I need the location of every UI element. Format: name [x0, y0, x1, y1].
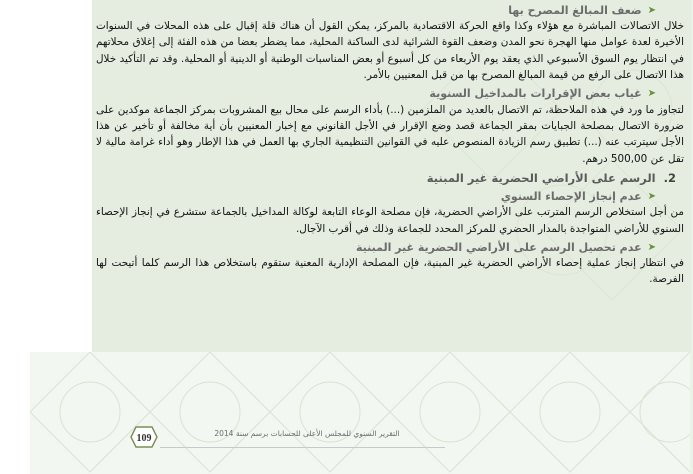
paragraph-tax-collection: في انتظار إنجاز عملية إحصاء الأراضي الحضرية غير المبنية، فإن المصلحة الإدارية المعنية ستقوم باستخلاص هذا الرسم كلما أتيحت لها الفرصة.	[96, 257, 684, 286]
footer-divider	[160, 447, 445, 448]
arrow-bullet-icon: ➤	[647, 241, 656, 253]
footer-report-title: التقرير السنوي للمجلس الأعلى للحسابات برسم سنة 2014	[214, 429, 400, 438]
paragraph-annual-census: من أجل استخلاص الرسم المترتب على الأراضي الحضرية، فإن مصلحة الوعاء التابعة لوكالة المداخيل بالجماعة ستشرع في إنجاز الإحصاء السنوي للأراضي المتواجدة بالمدار الحضري للمركز المحدد للجماعة وذلك في أقرب الآجال.	[96, 206, 684, 235]
paragraph-declared-amounts: خلال الاتصالات المباشرة مع هؤلاء وكذا واقع الحركة الاقتصادية بالمركز، يمكن القول أن هناك قلة إقبال على هذه المحلات في السنوات الأخيرة لعدة عوامل منها الهجرة نحو المدن وضعف القوة الشرائية لدى الساكنة المحلية، مما يضطر بعضا من هذه الفئة إلى إغلاق محلاتهم في انتظار يوم السوق الأسبوعي الذي يعقد يوم الأربعاء من كل أسبوع أو بعض المناسبات الوطنية أو الدينية أو المحلية. وقد تم التأكيد خلال هذا الاتصال على الرفع من قيمة المبالغ المصرح بها من قبل المعنيين بالأمر.	[96, 20, 684, 82]
heading-missing-declarations: ➤ غياب بعض الإقرارات بالمداخيل السنوية	[429, 87, 656, 101]
heading-no-tax-collection: ➤ عدم تحصيل الرسم على الأراضي الحضرية غير المبنية	[355, 240, 656, 254]
arrow-bullet-icon: ➤	[647, 190, 656, 202]
page-number: 109	[136, 433, 152, 444]
report-content	[96, 0, 684, 352]
heading-no-annual-census: ➤ عدم إنجاز الإحصاء السنوي	[500, 189, 656, 203]
heading-weak-declared-amounts: ➤ ضعف المبالغ المصرح بها	[508, 3, 656, 17]
arrow-bullet-icon: ➤	[647, 88, 656, 100]
page-number-badge-icon	[127, 425, 161, 449]
arrow-bullet-icon: ➤	[647, 4, 656, 16]
geometric-pattern-background	[30, 352, 690, 474]
heading-urban-land-tax: 2. الرسم على الأراضي الحضرية غير المبنية	[426, 171, 676, 186]
paragraph-missing-declarations: لتجاوز ما ورد في هذه الملاحظة، تم الاتصال بالعديد من الملزمين (...) بأداء الرسم على محال بيع المشروبات بمركز الجماعة موكدين على ضرورة الاتصال بمصلحة الجبايات بمقر الجماعة قصد وضع الإقرار في الأجل القانوني مع إخبار المعنيين بأن أية مخالفة أو تأخير عن هذا الأجل سيترتب عنه (...) تطبيق رسم الزيادة المنصوص عليه في القوانين التنظيمية الجاري بها العمل في هذا الإطار وهو أداء غرامة مالية لا تقل عن 500,00 درهم.	[96, 103, 684, 165]
